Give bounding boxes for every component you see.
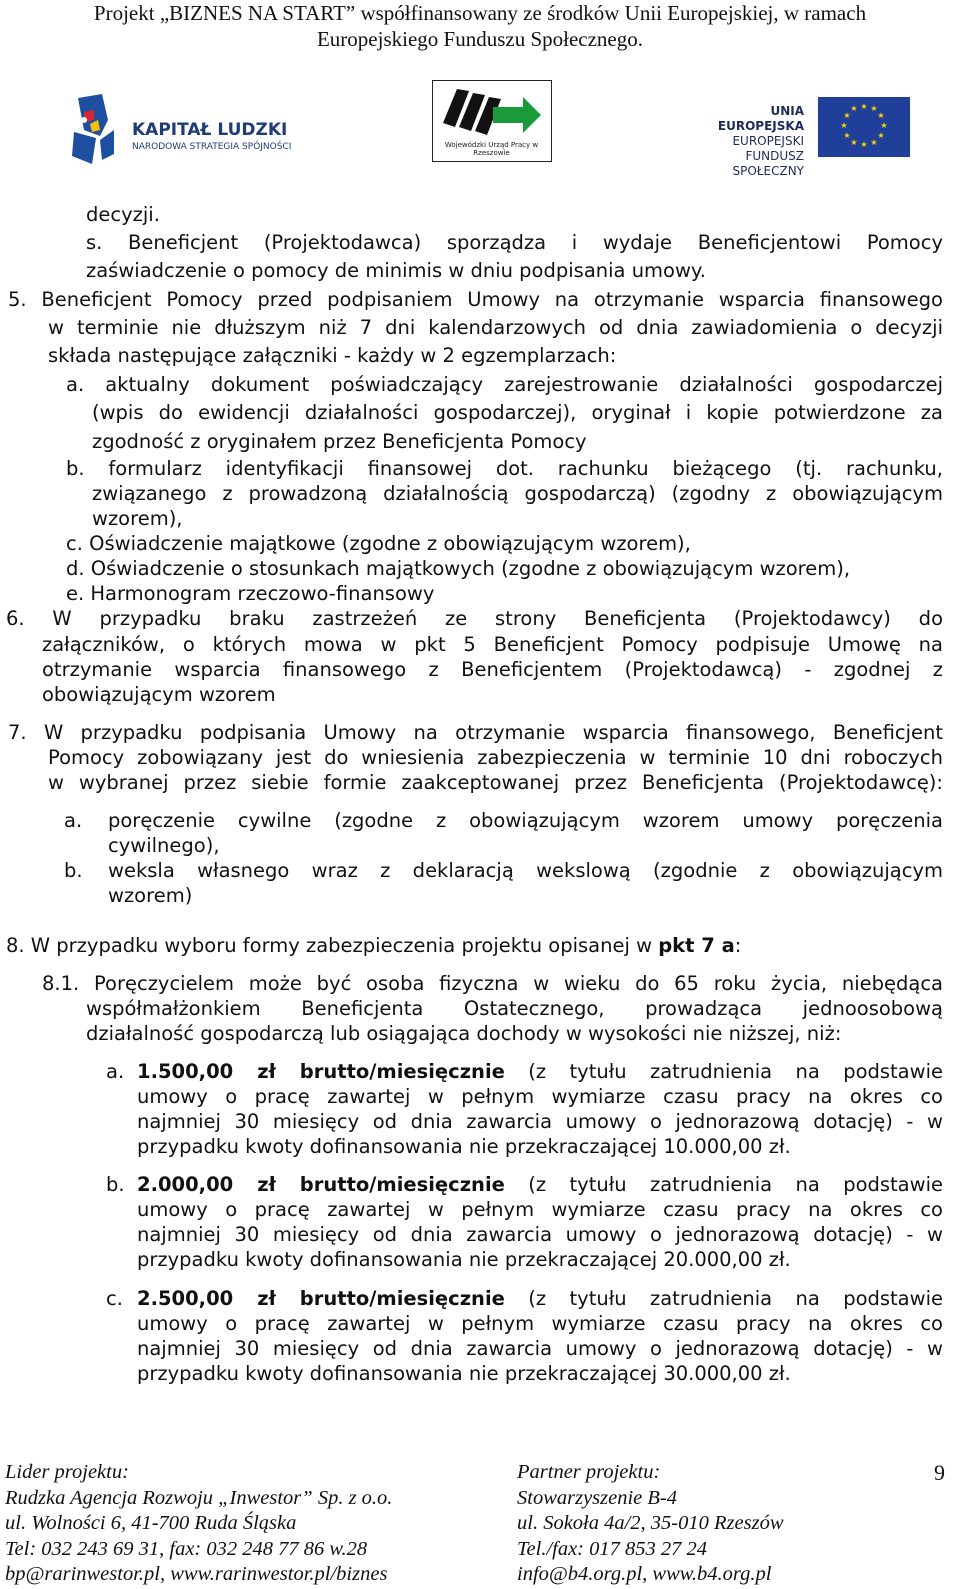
page-number: 9 (934, 1460, 945, 1485)
eu-text-line-3: FUNDUSZ SPOŁECZNY (732, 149, 804, 178)
text-line: przypadku kwoty dofinansowania nie przekraczającej 30.000,00 zł. (137, 1362, 791, 1385)
text-line (137, 1172, 943, 1197)
svg-text:★: ★ (843, 111, 851, 120)
text-line (137, 1059, 943, 1084)
text-line: zaświadczenie o pomocy de minimis w dniu podpisania umowy. (86, 259, 706, 282)
kl-title: KAPITAŁ LUDZKI (132, 120, 288, 140)
bold-text: pkt 7 a (658, 934, 735, 957)
text-segment: : (734, 934, 742, 957)
footer-leader-block (5, 1460, 392, 1588)
bold-text: 1.500,00 zł brutto/miesięcznie (137, 1060, 505, 1083)
wup-caption: Wojewódzki Urząd Pracy w Rzeszowie (444, 141, 539, 157)
footer-leader-phone: Tel: 032 243 69 31, fax: 032 248 77 86 w.28 (5, 1537, 368, 1560)
list-marker: a. (106, 1060, 125, 1083)
footer-partner-contact: info@b4.org.pl, www.b4.org.pl (517, 1563, 772, 1585)
eu-flag-icon (818, 97, 910, 157)
text-line: b. formularz identyfikacji finansowej dot. rachunku bieżącego (tj. rachunku, (66, 457, 943, 480)
text-line: a. aktualny dokument poświadczający zarejestrowanie działalności gospodarczej (66, 373, 943, 396)
footer-partner-block (517, 1460, 784, 1588)
text-line: najmniej 30 miesięcy od dnia zawarcia umowy o jednorazową dotację) - w (137, 1110, 943, 1133)
text-line: w wybranej przez siebie formie zaakceptowanej przez Beneficjenta (Projektodawcę): (48, 771, 943, 794)
text-line: weksla własnego wraz z deklaracją wekslową (zgodnie z obowiązującym (108, 859, 943, 882)
footer-partner-phone: Tel./fax: 017 853 27 24 (517, 1537, 708, 1560)
footer-leader-address: ul. Wolności 6, 41-700 Ruda Śląska (5, 1512, 297, 1534)
list-marker: c. (106, 1287, 123, 1310)
footer-leader-label: Lider projektu: (5, 1461, 129, 1483)
header-line-2: Europejskiego Funduszu Społecznego. (316, 27, 644, 51)
text-line: składa następujące załączniki - każdy w 2 egzemplarzach: (48, 344, 617, 367)
svg-text:★: ★ (870, 138, 878, 147)
text-line: umowy o pracę zawartej w pełnym wymiarze czasu pracy na okres co (137, 1198, 943, 1221)
text-line: obowiązującym wzorem (42, 683, 276, 706)
eu-text-line-2: EUROPEJSKI (732, 134, 804, 148)
footer-partner-name: Stowarzyszenie B-4 (517, 1486, 677, 1509)
footer-leader-name: Rudzka Agencja Rozwoju „Inwestor” Sp. z o.o. (5, 1486, 393, 1509)
page-footer (0, 1460, 960, 1589)
text-line: (wpis do ewidencji działalności gospodarczej), oryginał i kopie potwierdzone za (92, 401, 943, 424)
text-line: decyzji. (86, 203, 160, 226)
svg-text:★: ★ (850, 138, 858, 147)
text-line: zgodność z oryginałem przez Beneficjenta Pomocy (92, 430, 587, 453)
text-line: najmniej 30 miesięcy od dnia zawarcia umowy o jednorazową dotację) - w (137, 1223, 943, 1246)
text-segment: (z tytułu zatrudnienia na podstawie (528, 1287, 943, 1310)
bold-text: 2.000,00 zł brutto/miesięcznie (137, 1173, 505, 1196)
text-line: c. Oświadczenie majątkowe (zgodne z obowiązującym wzorem), (66, 532, 691, 555)
text-line: przypadku kwoty dofinansowania nie przekraczającej 10.000,00 zł. (137, 1135, 791, 1158)
text-segment: (z tytułu zatrudnienia na podstawie (528, 1060, 943, 1083)
text-line: umowy o pracę zawartej w pełnym wymiarze czasu pracy na okres co (137, 1312, 943, 1335)
wup-emblem-icon (433, 83, 550, 139)
eu-text (686, 104, 804, 179)
svg-text:★: ★ (870, 104, 878, 113)
list-marker: b. (106, 1173, 125, 1196)
text-line: umowy o pracę zawartej w pełnym wymiarze czasu pracy na okres co (137, 1085, 943, 1108)
text-line: 7. W przypadku podpisania Umowy na otrzymanie wsparcia finansowego, Beneficjent (8, 721, 943, 744)
eu-logo (686, 96, 916, 178)
text-line: wzorem) (108, 884, 193, 907)
text-line (137, 1286, 943, 1311)
wup-logo (432, 80, 552, 162)
header-line-1: Projekt „BIZNES NA START” współfinansowany ze środków Unii Europejskiej, w ramach (93, 1, 867, 25)
text-line: otrzymanie wsparcia finansowego z Beneficjentem (Projektodawcą) - zgodnej z (42, 658, 943, 681)
text-line: działalność gospodarczą lub osiągająca dochody w wysokości nie niższej, niż: (86, 1022, 842, 1045)
kapital-ludzki-logo (70, 90, 310, 170)
text-line: wzorem), (92, 507, 183, 530)
svg-text:★: ★ (877, 131, 885, 140)
text-line: 8.1. Poręczycielem może być osoba fizyczna w wieku do 65 roku życia, niebędąca (42, 972, 943, 995)
eu-text-line-1: UNIA EUROPEJSKA (717, 104, 804, 133)
text-line: cywilnego), (108, 834, 220, 857)
text-line: przypadku kwoty dofinansowania nie przekraczającej 20.000,00 zł. (137, 1248, 791, 1271)
svg-text:★: ★ (860, 102, 868, 111)
text-line: poręczenie cywilne (zgodne z obowiązującym wzorem umowy poręczenia (108, 809, 943, 832)
svg-text:★: ★ (880, 121, 888, 130)
text-line: e. Harmonogram rzeczowo-finansowy (66, 582, 435, 605)
svg-text:★: ★ (840, 121, 848, 130)
bold-text: 2.500,00 zł brutto/miesięcznie (137, 1287, 505, 1310)
svg-text:★: ★ (860, 140, 868, 149)
text-segment: (z tytułu zatrudnienia na podstawie (528, 1173, 943, 1196)
text-line: załączników, o których mowa w pkt 5 Beneficjent Pomocy podpisuje Umowę na (42, 633, 943, 656)
list-marker: a. (64, 809, 83, 832)
text-line: d. Oświadczenie o stosunkach majątkowych (zgodne z obowiązującym wzorem), (66, 557, 851, 580)
kl-subtitle: NARODOWA STRATEGIA SPÓJNOŚCI (132, 142, 292, 152)
text-line: związanego z prowadzoną działalnością gospodarczą) (zgodny z obowiązującym (92, 482, 943, 505)
text-line: Pomocy zobowiązany jest do wniesienia zabezpieczenia w terminie 10 dni roboczych (48, 746, 943, 769)
text-line: 5. Beneficjent Pomocy przed podpisaniem Umowy na otrzymanie wsparcia finansowego (8, 288, 943, 311)
footer-partner-address: ul. Sokoła 4a/2, 35-010 Rzeszów (517, 1512, 784, 1534)
text-line: 6. W przypadku braku zastrzeżeń ze strony Beneficjenta (Projektodawcy) do (6, 607, 943, 630)
svg-text:★: ★ (850, 104, 858, 113)
page-header (0, 0, 960, 52)
text-line (6, 933, 741, 958)
footer-partner-label: Partner projektu: (517, 1461, 661, 1483)
list-marker: b. (64, 859, 83, 882)
svg-text:★: ★ (843, 131, 851, 140)
svg-text:★: ★ (877, 111, 885, 120)
text-line: w terminie nie dłuższym niż 7 dni kalendarzowych od dnia zawiadomienia o decyzji (48, 316, 943, 339)
text-line: najmniej 30 miesięcy od dnia zawarcia umowy o jednorazową dotację) - w (137, 1337, 943, 1360)
text-segment: 8. W przypadku wyboru formy zabezpieczenia projektu opisanej w (6, 934, 653, 957)
text-line: współmałżonkiem Beneficjenta Ostatecznego, prowadząca jednoosobową (86, 997, 943, 1020)
text-line: s. Beneficjent (Projektodawca) sporządza i wydaje Beneficjentowi Pomocy (86, 231, 943, 254)
footer-leader-contact: bp@rarinwestor.pl, www.rarinwestor.pl/biznes (5, 1563, 388, 1585)
